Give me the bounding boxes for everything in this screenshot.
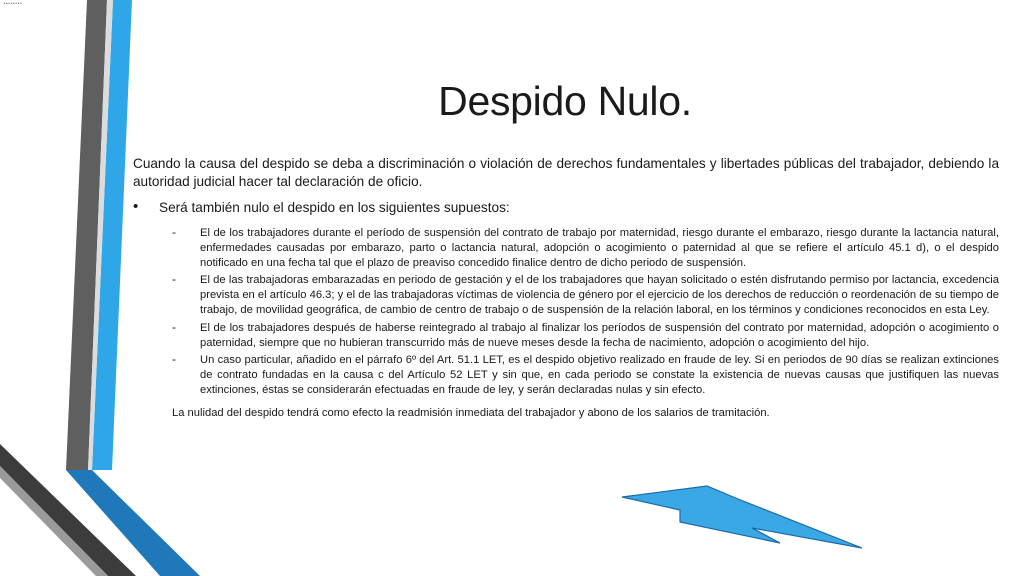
list-item xyxy=(172,319,999,351)
list-item-text: Un caso particular, añadido en el párrafo 6º del Art. 51.1 LET, es el despido objetivo realizado en fraude de ley. Si en periodos de 90 días se realizan extinciones de contrato fundadas en la causa c del Artículo 52 LET y sin que, en cada periodo se constate la existencia de nuevas causas que justifiquen las nuevas extinciones, éstas se considerarán efectuadas en fraude de ley, y serán declaradas nulas y sin efecto. xyxy=(200,354,999,396)
list-item xyxy=(172,352,999,397)
dash-icon: - xyxy=(172,352,176,367)
slide-title: Despido Nulo. xyxy=(438,78,692,124)
list-item-text: El de los trabajadores durante el período de suspensión del contrato de trabajo por maternidad, riesgo durante el embarazo, riesgo durante la lactancia natural, enfermedades causadas por embarazo, parto o lactancia natural, adopción o acogimiento o paternidad al que se refiere el artículo 45.1 d), o el despido notificado en una fecha tal que el plazo de preaviso concedido finalice dentro de dicho periodo de suspensión. xyxy=(200,227,999,269)
main-bullet xyxy=(133,199,999,216)
dash-icon: - xyxy=(172,272,176,287)
dash-icon: - xyxy=(172,319,176,334)
intro-paragraph: Cuando la causa del despido se deba a discriminación o violación de derechos fundamentales y libertades públicas del trabajador, debiendo la autoridad judicial hacer tal declaración de oficio. xyxy=(133,156,999,189)
list-item-text: El de las trabajadoras embarazadas en periodo de gestación y el de los trabajadores que hayan solicitado o estén disfrutando permiso por lactancia, excedencia prevista en el artículo 46.3; y el de las trabajadoras víctimas de violencia de género por el ejercicio de los derechos de reducción o reordenación de su tiempo de trabajo, de movilidad geográfica, de cambio de centro de trabajo o de suspensión de la relación laboral, en los términos y condiciones reconocidos en esta Ley. xyxy=(200,274,999,316)
slide-body xyxy=(133,155,999,421)
list-item xyxy=(172,272,999,317)
dash-icon: - xyxy=(172,225,176,239)
closing-paragraph: La nulidad del despido tendrá como efecto la readmisión inmediata del trabajador y abono de los salarios de tramitación. xyxy=(172,406,770,419)
bullet-icon: • xyxy=(133,198,139,215)
main-bullet-text: Será también nulo el despido en los siguientes supuestos: xyxy=(159,200,510,215)
lightning-bolt-icon xyxy=(622,486,862,548)
tiny-caption: ▸ ▸ ▸ ▸ ▸ ▸ ▸ ▸ xyxy=(4,1,22,5)
list-item-text: El de los trabajadores después de haberse reintegrado al trabajo al finalizar los períodos de suspensión del contrato por maternidad, adopción o acogimiento o paternidad, siempre que no hubieran transcurrido más de nueve meses desde la fecha de nacimiento, adopción o acogimiento del hijo. xyxy=(200,321,999,349)
sub-list xyxy=(133,226,999,398)
list-item xyxy=(172,225,999,270)
